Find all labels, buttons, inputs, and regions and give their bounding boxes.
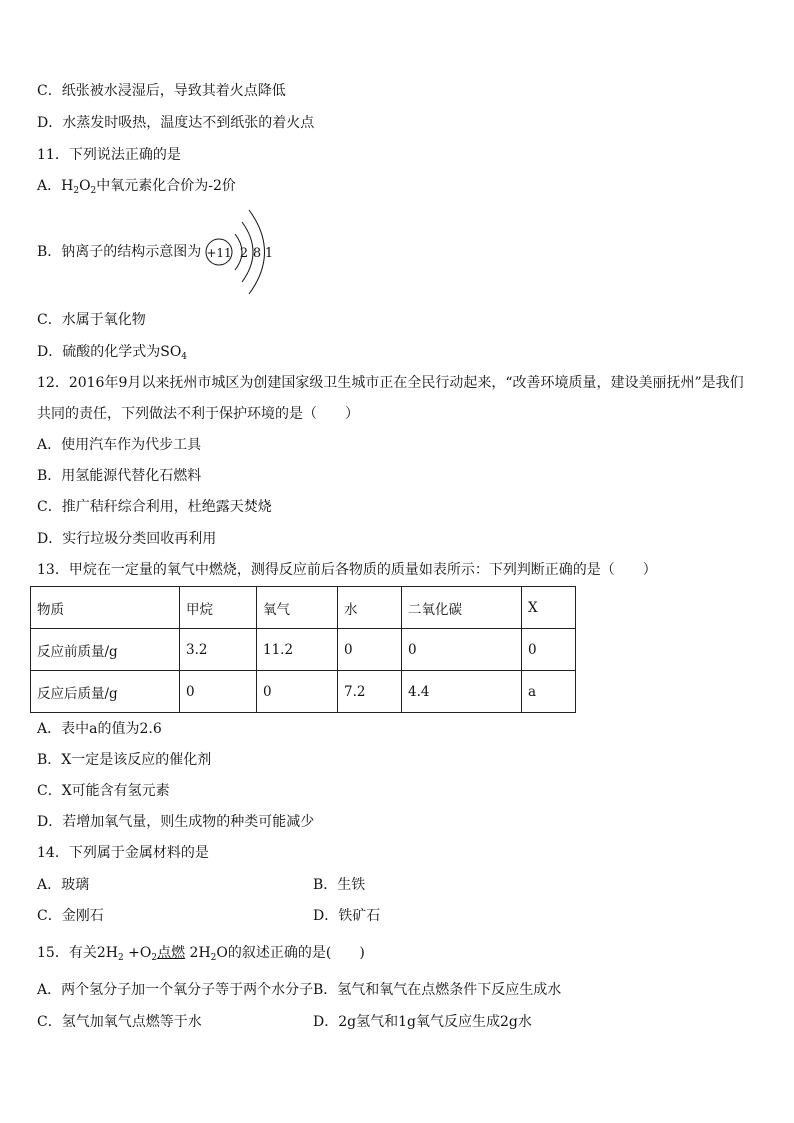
q15-sub-2: 2 xyxy=(151,953,158,963)
q13-option-c: C．X可能含有氢元素 xyxy=(37,783,170,799)
q11-a-text-2: O xyxy=(79,178,91,194)
reaction-condition: 点燃 xyxy=(157,945,186,961)
q12-option-c: C．推广秸秆综合利用，杜绝露天焚烧 xyxy=(37,499,272,515)
table-header-cell: 物质 xyxy=(31,587,180,629)
table-cell: 7.2 xyxy=(338,671,402,713)
q12-option-b: B．用氢能源代替化石燃料 xyxy=(37,468,202,484)
q11-option-c: C．水属于氧化物 xyxy=(37,312,146,328)
q15-option-d: D．2g氢气和1g氧气反应生成2g水 xyxy=(313,1014,532,1030)
q11-option-b: B．钠离子的结构示意图为 xyxy=(37,244,202,260)
table-header-cell: 氧气 xyxy=(257,587,338,629)
nucleus-charge: +11 xyxy=(206,246,232,260)
q14-stem: 14．下列属于金属材料的是 xyxy=(37,845,209,861)
table-cell: 0 xyxy=(522,629,576,671)
table-cell: 0 xyxy=(180,671,257,713)
q11-option-a xyxy=(37,176,236,196)
sodium-structure-diagram xyxy=(204,206,314,298)
q10-option-d: D．水蒸发时吸热，温度达不到纸张的着火点 xyxy=(37,115,315,131)
q14-option-a: A．玻璃 xyxy=(37,877,90,893)
q13-option-b: B．X一定是该反应的催化剂 xyxy=(37,752,212,768)
q14-option-c: C．金刚石 xyxy=(37,908,104,924)
q15-stem-text-4: O的叙述正确的是( ) xyxy=(216,945,365,961)
q12-stem-line-2: 共同的责任，下列做法不利于保护环境的是（ ） xyxy=(37,406,359,422)
mass-table xyxy=(30,586,576,713)
q12-option-a: A．使用汽车作为代步工具 xyxy=(37,437,202,453)
table-cell: 反应前质量/g xyxy=(31,629,180,671)
q15-stem-text-1: 15．有关2H xyxy=(37,945,118,961)
q15-stem-text-3: 2H xyxy=(189,945,211,961)
q12-option-d: D．实行垃圾分类回收再利用 xyxy=(37,531,217,547)
q13-stem: 13．甲烷在一定量的氧气中燃烧，测得反应前后各物质的质量如表所示：下列判断正确的是（ ） xyxy=(37,562,657,578)
q10-option-c: C．纸张被水浸湿后，导致其着火点降低 xyxy=(37,83,286,99)
table-row xyxy=(31,671,576,713)
table-cell: a xyxy=(522,671,576,713)
q11-a-text-3: 中氧元素化合价为-2价 xyxy=(96,178,236,194)
q11-d-text: D．硫酸的化学式为SO xyxy=(37,344,182,360)
table-cell: 11.2 xyxy=(257,629,338,671)
q13-option-a: A．表中a的值为2.6 xyxy=(37,721,162,737)
q11-stem: 11．下列说法正确的是 xyxy=(37,147,181,163)
q14-option-b: B．生铁 xyxy=(313,877,366,893)
table-cell: 3.2 xyxy=(180,629,257,671)
q15-stem-text-2: +O xyxy=(128,945,152,961)
table-header-cell: 二氧化碳 xyxy=(402,587,522,629)
table-cell: 0 xyxy=(257,671,338,713)
q13-option-d: D．若增加氧气量，则生成物的种类可能减少 xyxy=(37,814,315,830)
q15-sub-3: 2 xyxy=(210,953,217,963)
q12-stem-line-1: 12．2016年9月以来抚州市城区为创建国家级卫生城市正在全民行动起来，“改善环境质量，建设美丽抚州”是我们 xyxy=(37,375,744,391)
table-header-cell: X xyxy=(522,587,576,629)
table-cell: 0 xyxy=(338,629,402,671)
table-cell: 0 xyxy=(402,629,522,671)
q11-a-sub-1: 2 xyxy=(73,186,80,196)
q15-option-a: A．两个氢分子加一个氧分子等于两个水分子 xyxy=(37,982,314,998)
q15-sub-1: 2 xyxy=(117,953,124,963)
table-header-row xyxy=(31,587,576,629)
q15-stem xyxy=(37,943,365,963)
shell-count-1: 2 xyxy=(239,246,249,261)
q11-option-d xyxy=(37,342,187,362)
q11-a-sub-2: 2 xyxy=(90,186,97,196)
shell-count-3: 1 xyxy=(264,246,274,261)
table-header-cell: 水 xyxy=(338,587,402,629)
table-header-cell: 甲烷 xyxy=(180,587,257,629)
q15-option-b: B．氢气和氧气在点燃条件下反应生成水 xyxy=(313,982,562,998)
q11-a-text-1: A．H xyxy=(37,178,74,194)
table-row xyxy=(31,629,576,671)
q14-option-d: D．铁矿石 xyxy=(313,908,381,924)
q15-option-c: C．氢气加氧气点燃等于水 xyxy=(37,1014,202,1030)
q11-d-sub: 4 xyxy=(181,352,188,362)
table-cell: 4.4 xyxy=(402,671,522,713)
shell-count-2: 8 xyxy=(252,246,262,261)
table-cell: 反应后质量/g xyxy=(31,671,180,713)
